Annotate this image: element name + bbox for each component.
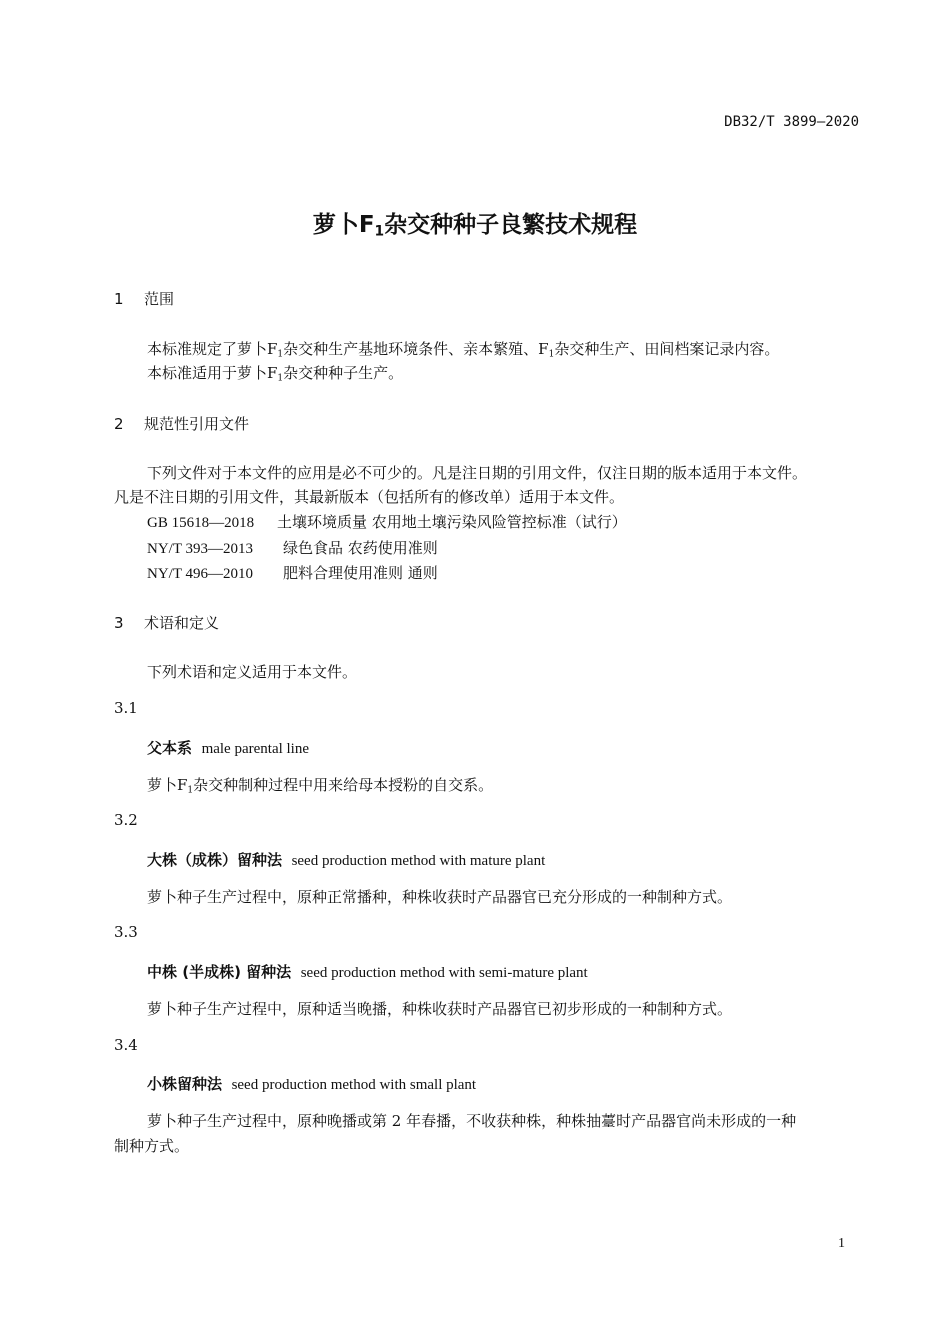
term-heading: 大株（成株）留种法 seed production method with mature plant <box>147 851 546 869</box>
section-number: 1 <box>114 290 124 308</box>
section-3-heading: 3 术语和定义 <box>114 614 220 632</box>
term-number: 3.1 <box>114 699 138 717</box>
page-title: 萝卜$F_1$杂交种种子良繁技术规程 <box>312 212 638 240</box>
section-number: 2 <box>114 415 124 433</box>
term-number: 3.2 <box>114 811 138 829</box>
term-definition: 萝卜种子生产过程中，原种适当晚播，种株收获时产品器官已初步形成的一种制种方式。 <box>147 1000 733 1018</box>
section-2-intro-line-2: 凡是不注日期的引用文件，其最新版本（包括所有的修改单）适用于本文件。 <box>114 488 625 506</box>
section-1-paragraph-1: 本标准规定了萝卜$F_1$杂交种生产基地环境条件、亲本繁殖、$F_1$杂交种生产、田间档案记录内容。 <box>147 340 780 360</box>
term-definition: 萝卜$F_1$杂交种制种过程中用来给母本授粉的自交系。 <box>147 776 494 796</box>
standard-number: DB32/T 3899—2020 <box>724 114 859 130</box>
section-1-paragraph-2: 本标准适用于萝卜$F_1$杂交种种子生产。 <box>147 364 404 384</box>
term-heading: 中株 (半成株) 留种法 seed production method with semi-mature plant <box>147 963 588 981</box>
term-heading: 小株留种法 seed production method with small plant <box>147 1075 477 1093</box>
section-2-heading: 2 规范性引用文件 <box>114 415 250 433</box>
reference-item: NY/T 393—2013 绿色食品 农药使用准则 <box>147 539 438 557</box>
term-definition-continued: 制种方式。 <box>114 1137 190 1155</box>
page-number: 1 <box>838 1236 845 1251</box>
section-3-intro: 下列术语和定义适用于本文件。 <box>147 663 358 681</box>
section-1-heading: 1 范围 <box>114 290 175 308</box>
term-number: 3.4 <box>114 1036 138 1054</box>
term-number: 3.3 <box>114 923 138 941</box>
reference-item: GB 15618—2018 土壤环境质量 农用地土壤污染风险管控标准（试行） <box>147 513 627 531</box>
section-2-intro-line-1: 下列文件对于本文件的应用是必不可少的。凡是注日期的引用文件，仅注日期的版本适用于本文件。 <box>147 464 808 482</box>
reference-item: NY/T 496—2010 肥料合理使用准则 通则 <box>147 564 438 582</box>
term-definition: 萝卜种子生产过程中，原种晚播或第 2 年春播，不收获种株，种株抽薹时产品器官尚未形成的一种 <box>147 1112 797 1130</box>
term-definition: 萝卜种子生产过程中，原种正常播种，种株收获时产品器官已充分形成的一种制种方式。 <box>147 888 733 906</box>
term-heading: 父本系 male parental line <box>147 739 310 757</box>
section-number: 3 <box>114 614 124 632</box>
